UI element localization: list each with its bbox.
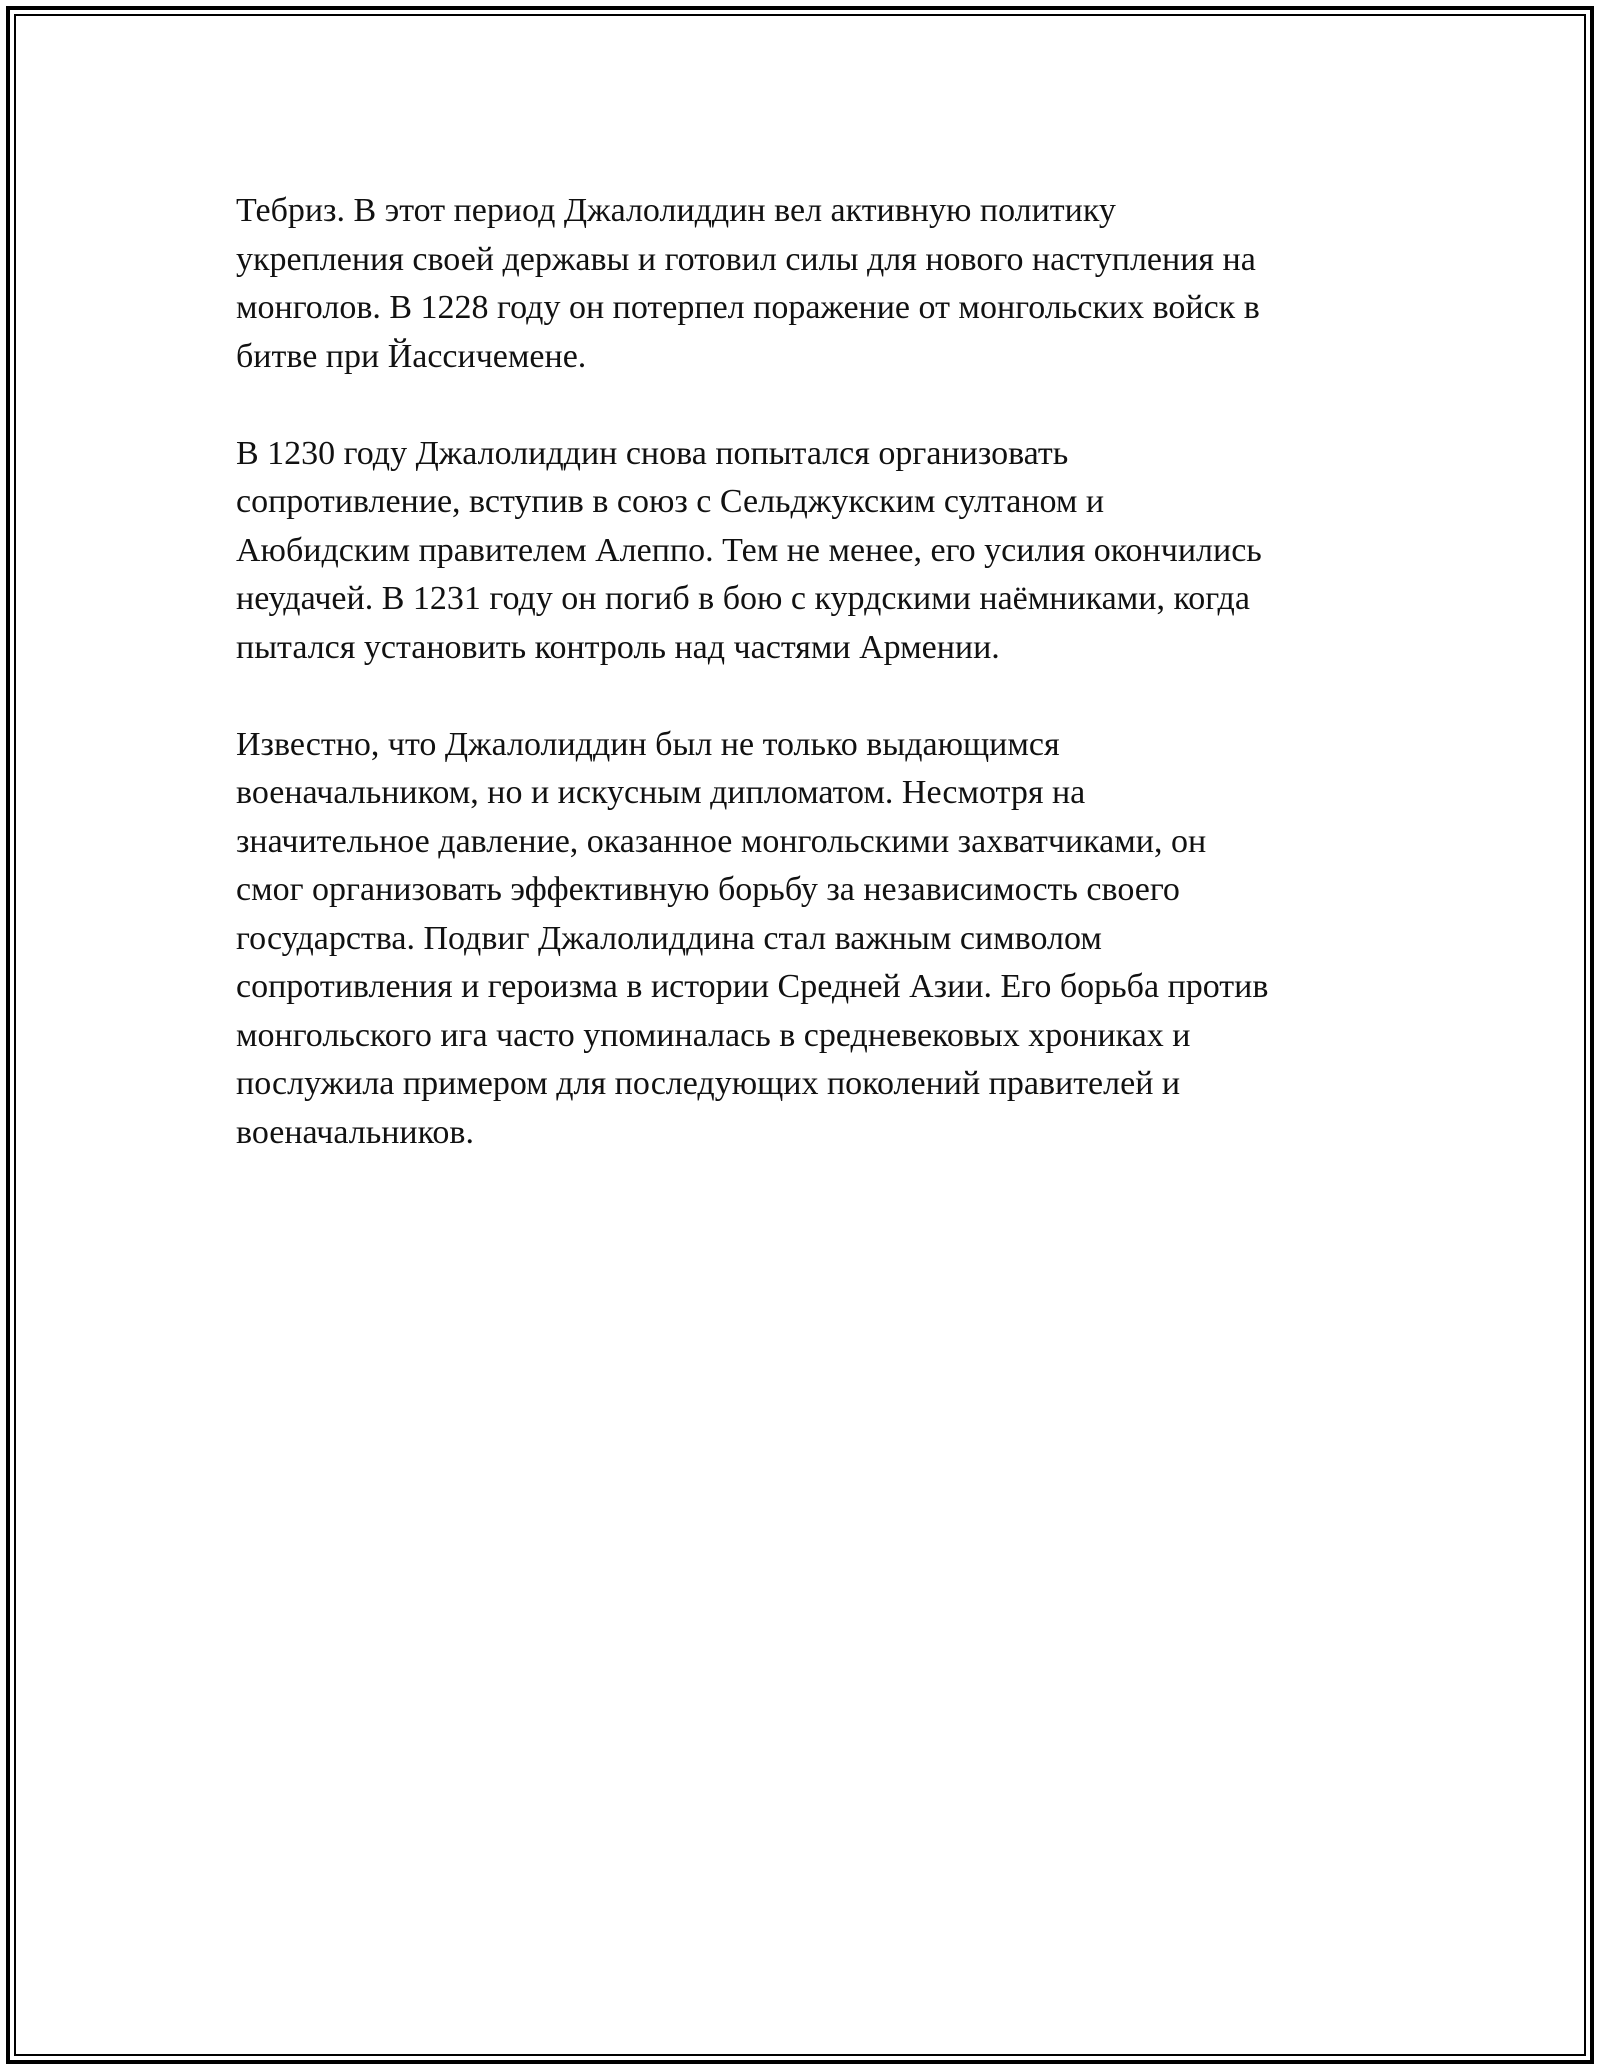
paragraph-1: Тебриз. В этот период Джалолиддин вел активную политику укрепления своей державы и готовил силы для нового наступления на монголов. В 1228 году он потерпел поражение от монгольских войск в битве при Йассичемене.	[236, 192, 1260, 375]
document-body	[236, 187, 1376, 1206]
paragraph-3: Известно, что Джалолиддин был не только выдающимся военачальником, но и искусным дипломатом. Несмотря на значительное давление, оказанное монгольскими захватчиками, он смог организовать эффективную борьбу за независимость своего государства. Подвиг Джалолиддина стал важным символом сопротивления и героизма в истории Средней Азии. Его борьба против монгольского ига часто упоминалась в средневековых хрониках и послужила примером для последующих поколений правителей и военачальников.	[236, 725, 1269, 1151]
paragraph-2: В 1230 году Джалолиддин снова попытался организовать сопротивление, вступив в союз с Сельджукским султаном и Аюбидским правителем Алеппо. Тем не менее, его усилия окончились неудачей. В 1231 году он погиб в бою с курдскими наёмниками, когда пытался установить контроль над частями Армении.	[236, 434, 1262, 666]
